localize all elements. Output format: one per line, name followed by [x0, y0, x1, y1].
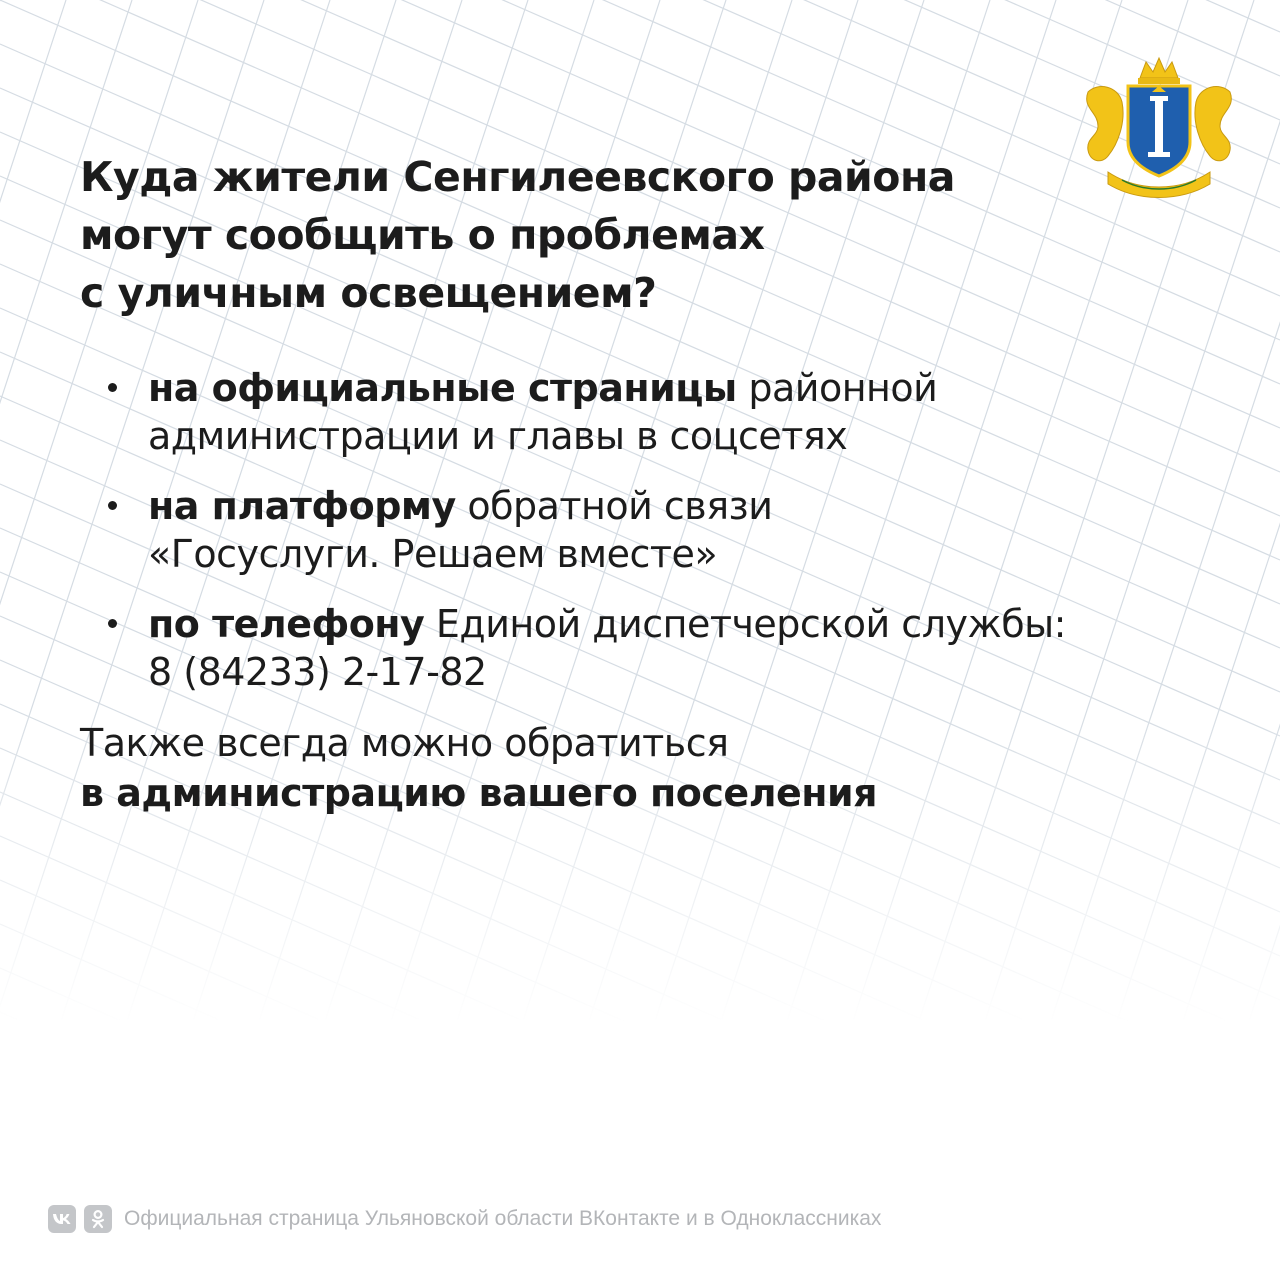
bullet-bold-text: по телефону [148, 602, 425, 646]
title-line: могут сообщить о проблемах [80, 211, 765, 259]
list-item [100, 600, 1160, 696]
coat-of-arms-icon [1078, 52, 1240, 204]
settlement-note [80, 718, 877, 818]
bullet-line [148, 482, 1160, 530]
bullet-line [148, 364, 1160, 412]
bullet-bold-text: на официальные страницы [148, 366, 737, 410]
vk-icon[interactable] [48, 1205, 76, 1233]
bullet-bold-text: на платформу [148, 484, 456, 528]
title-line: Куда жители Сенгилеевского района [80, 153, 955, 201]
list-item [100, 482, 1160, 578]
bullet-icon [108, 501, 117, 510]
bullet-icon [108, 383, 117, 392]
social-footer [48, 1204, 881, 1234]
contact-options-list [100, 364, 1160, 718]
bullet-line2: администрации и главы в соцсетях [148, 414, 848, 458]
bullet-line2: «Госуслуги. Решаем вместе» [148, 532, 718, 576]
note-line-bold: в администрацию вашего поселения [80, 771, 878, 815]
page-title [80, 148, 1070, 322]
bullet-icon [108, 619, 117, 628]
bullet-text: Единой диспетчерской службы: [424, 602, 1066, 646]
bullet-line [148, 600, 1160, 648]
odnoklassniki-icon[interactable] [84, 1205, 112, 1233]
note-line: Также всегда можно обратиться [80, 721, 729, 765]
phone-number: 8 (84233) 2-17-82 [148, 650, 487, 694]
title-line: с уличным освещением? [80, 269, 657, 317]
footer-text: Официальная страница Ульяновской области ВКонтакте и в Одноклассниках [124, 1207, 882, 1230]
list-item [100, 364, 1160, 460]
bullet-text: районной [736, 366, 938, 410]
bullet-text: обратной связи [455, 484, 773, 528]
